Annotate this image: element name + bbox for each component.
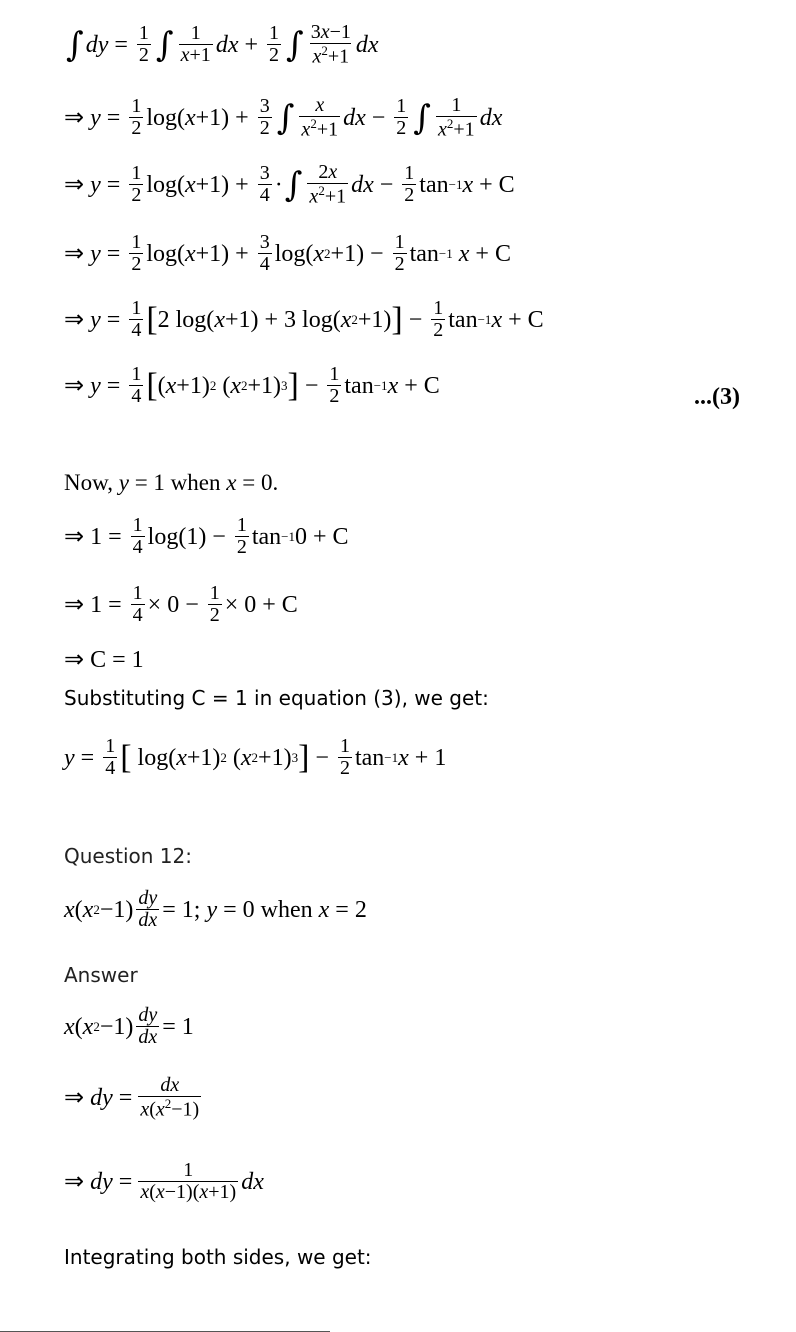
constant-line-3: ⇒ C = 1 [64, 647, 144, 673]
integrating-text: Integrating both sides, we get: [64, 1245, 372, 1269]
answer-line-2: ⇒ dy = $\frac{dx}{x(x^2-1)}$ [64, 1074, 200, 1121]
answer-line-3: ⇒ dy = $\frac{1}{x(x-1)(x+1)}$ dx [64, 1159, 264, 1203]
equation-line-6: ⇒ y = $\frac{1}{4}$ [ ( x +1) 2 ( x 2 +1) 3 ] − $\frac{1}{2}$ tan −1 x + C [64, 363, 440, 407]
substitution-text: Substituting C = 1 in equation (3), we get: [64, 686, 489, 710]
final-solution: y = $\frac{1}{4}$ [ log( x +1) 2 ( x 2 +1) 3 ] − $\frac{1}{2}$ tan −1 x + 1 [64, 735, 447, 779]
equation-line-4: ⇒ y = $\frac{1}{2}$ log( x +1) + $\frac{3}{4}$ log( x 2 +1) − $\frac{1}{2}$ tan −1 x + C [64, 231, 511, 275]
equation-tag-3: ...(3) [694, 384, 740, 410]
equation-line-5: ⇒ y = $\frac{1}{4}$ [ 2 log( x +1) + 3 log( x 2 +1) ] − $\frac{1}{2}$ tan −1 x + C [64, 297, 544, 341]
constant-line-2: ⇒ 1 = $\frac{1}{4}$ × 0 − $\frac{1}{2}$ × 0 + C [64, 582, 298, 626]
constant-line-1: ⇒ 1 = $\frac{1}{4}$ log(1) − $\frac{1}{2}$ tan −1 0 + C [64, 514, 349, 558]
question-equation: x ( x 2 −1) $\frac{dy}{dx}$ = 1; y = 0 when x = 2 [64, 887, 367, 931]
equation-line-2: ⇒ y = $\frac{1}{2}$ log( x +1) + $\frac{3}{2}$ ∫ $\frac{x}{x^2+1}$ dx − $\frac{1}{2}$ ∫ $\frac{1}{x^2+1}$ dx [64, 94, 503, 141]
answer-label: Answer [64, 963, 138, 987]
condition-text: Now, y = 1 when x = 0. [64, 470, 279, 495]
equation-line-1: ∫ dy = $\frac{1}{2}$ ∫ $\frac{1}{x+1}$ dx + $\frac{1}{2}$ ∫ $\frac{3x-1}{x^2+1}$ dx [66, 21, 379, 68]
question-label: Question 12: [64, 844, 192, 868]
equation-line-3: ⇒ y = $\frac{1}{2}$ log( x +1) + $\frac{3}{4}$ · ∫ $\frac{2x}{x^2+1}$ dx − $\frac{1}{2}$ tan −1 x + C [64, 161, 515, 208]
answer-line-1: x ( x 2 −1) $\frac{dy}{dx}$ = 1 [64, 1004, 194, 1048]
